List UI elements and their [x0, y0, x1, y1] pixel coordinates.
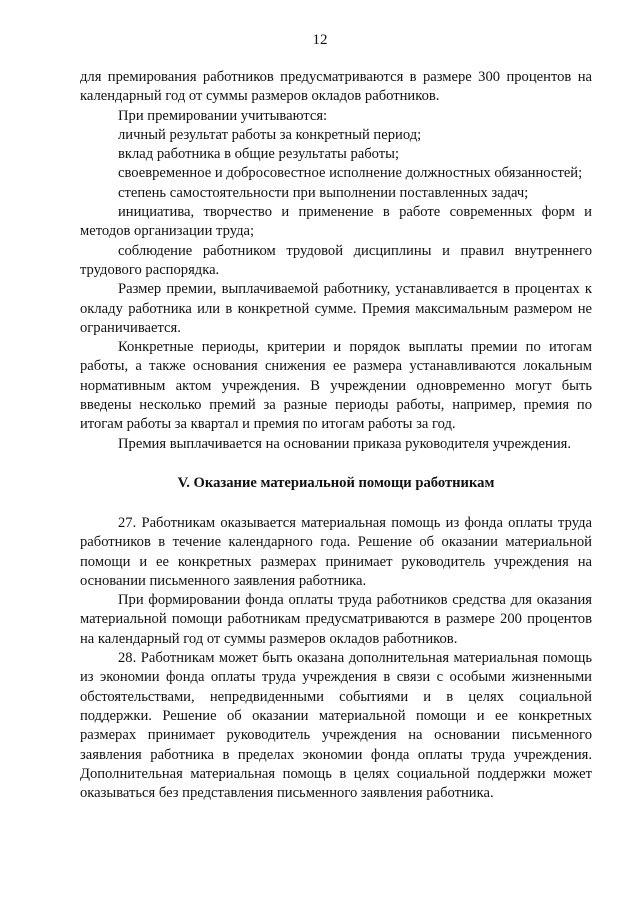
paragraph: 28. Работникам может быть оказана дополнительная материальная помощь из экономии фонда оплаты труда учреждения в связи с особыми жизненными обстоятельствами, непредвиденными событиями и в целях социальной поддержки. Решение об оказании материальной помощи и ее конкретных размерах принимает руководитель учреждения на основании письменного заявления работника в пределах экономии фонда оплаты труда учреждения. Дополнительная материальная помощь в целях социальной поддержки может оказываться без представления письменного заявления работника.: [80, 650, 592, 802]
paragraph: инициатива, творчество и применение в работе современных форм и методов организации труда;: [80, 204, 592, 240]
bottom-text-block: [80, 514, 592, 803]
section-heading: V. Оказание материальной помощи работникам: [177, 475, 495, 491]
paragraph: При формировании фонда оплаты труда работников средства для оказания материальной помощи работникам предусматриваются в размере 200 процентов на календарный год от суммы размеров окладов работников.: [80, 592, 592, 647]
paragraph: своевременное и добросовестное исполнение должностных обязанностей;: [118, 165, 583, 182]
page-number: 12: [312, 32, 328, 48]
paragraph: Конкретные периоды, критерии и порядок выплаты премии по итогам работы, а также основания снижения ее размера устанавливаются локальным нормативным актом учреждения. В учреждении одновременно могут быть введены несколько премий за разные периоды работы, например, премия по итогам работы за квартал и премия по итогам работы за год.: [80, 339, 592, 433]
top-text-block: [80, 68, 592, 454]
paragraph: Размер премии, выплачиваемой работнику, устанавливается в процентах к окладу работника или в конкретной сумме. Премия максимальным размером не ограничивается.: [80, 281, 592, 336]
paragraph: соблюдение работником трудовой дисциплины и правил внутреннего трудового распорядка.: [80, 242, 592, 278]
paragraph: При премировании учитываются:: [118, 107, 328, 124]
paragraph: для премирования работников предусматриваются в размере 300 процентов на календарный год от суммы размеров окладов работников.: [80, 69, 592, 105]
paragraph: 27. Работникам оказывается материальная помощь из фонда оплаты труда работников в течение календарного года. Решение об оказании материальной помощи и ее конкретных размерах принимает руководитель учреждения на основании письменного заявления работника.: [80, 515, 592, 589]
paragraph: личный результат работы за конкретный период;: [118, 126, 422, 143]
paragraph: Премия выплачивается на основании приказа руководителя учреждения.: [118, 435, 572, 452]
paragraph: вклад работника в общие результаты работы;: [118, 146, 400, 163]
paragraph: степень самостоятельности при выполнении поставленных задач;: [118, 184, 529, 201]
